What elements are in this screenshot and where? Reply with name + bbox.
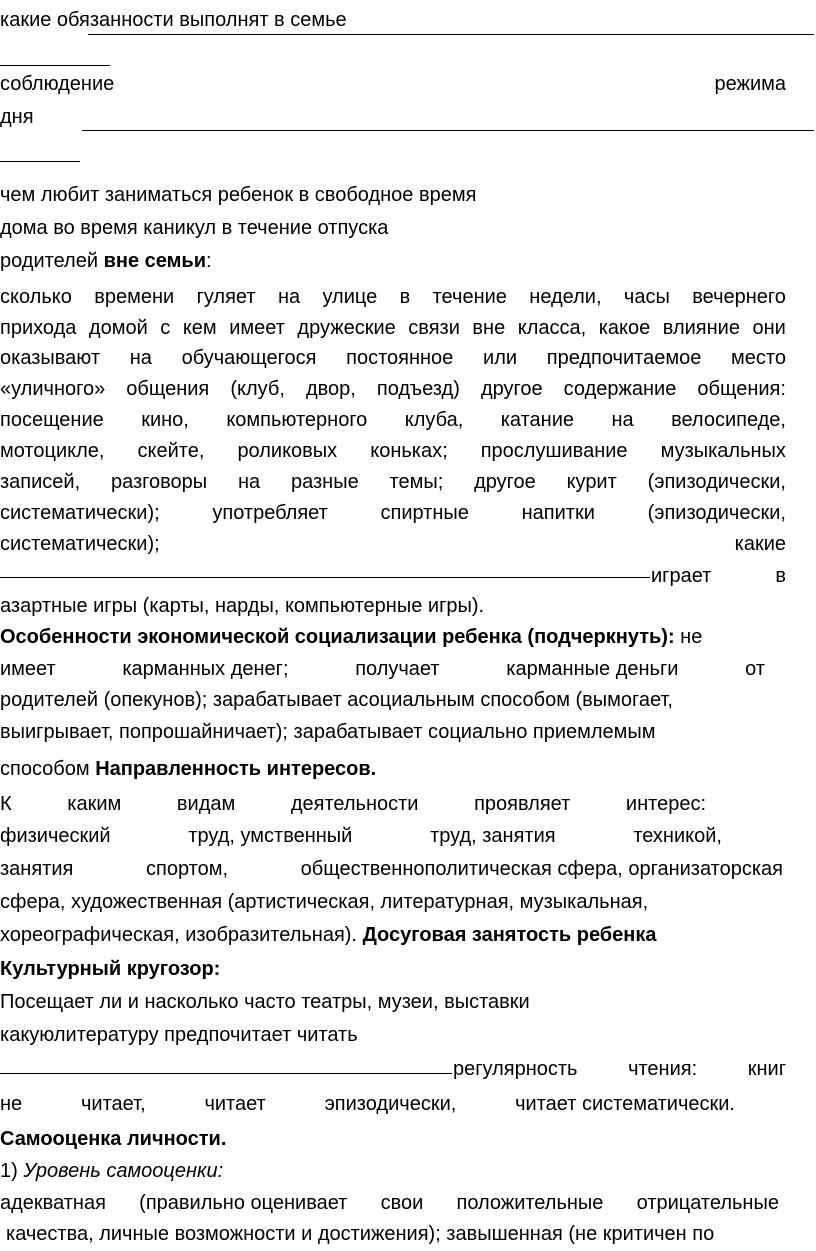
word: общения: bbox=[697, 378, 786, 400]
line-culture-4 bbox=[0, 1090, 735, 1118]
word: постоянное bbox=[346, 347, 454, 369]
word: место bbox=[731, 347, 786, 369]
word: видам bbox=[176, 793, 236, 815]
word: на bbox=[129, 347, 152, 369]
line-culture-3 bbox=[453, 1055, 786, 1083]
paragraph-line bbox=[0, 499, 786, 527]
heading-economic: Особенности экономической социализации ребенка (подчеркнуть): не bbox=[0, 626, 703, 648]
word: разные bbox=[290, 471, 359, 493]
word: читает систематически. bbox=[515, 1093, 735, 1115]
word: записей, bbox=[0, 471, 81, 493]
word: эпизодически, bbox=[324, 1093, 457, 1115]
underline bbox=[0, 577, 650, 578]
line-economic-4: выигрывает, попрошайничает); зарабатывает социально приемлемым bbox=[0, 721, 656, 743]
word: велосипеде, bbox=[671, 409, 786, 431]
word: домой bbox=[88, 317, 148, 339]
word: или bbox=[483, 347, 518, 369]
word: времени bbox=[94, 286, 175, 308]
word: регулярность bbox=[453, 1058, 578, 1080]
word: соблюдение bbox=[0, 73, 115, 95]
word: другое bbox=[480, 378, 543, 400]
word: труд, занятия bbox=[430, 825, 556, 847]
line-day: дня bbox=[0, 106, 34, 128]
word: дружеские bbox=[297, 317, 396, 339]
word: музыкальных bbox=[660, 440, 786, 462]
paragraph-line bbox=[0, 406, 786, 434]
line-outside-family: родителей вне семьи: bbox=[0, 250, 212, 272]
word: улице bbox=[322, 286, 378, 308]
line-holidays: дома во время каникул в течение отпуска bbox=[0, 217, 389, 239]
word: читает bbox=[204, 1093, 266, 1115]
word: систематически); bbox=[0, 502, 160, 524]
line-economic-5: способом Направленность интересов. bbox=[0, 758, 377, 780]
word: сколько bbox=[0, 286, 72, 308]
line-culture-1: Посещает ли и насколько часто театры, музеи, выставки bbox=[0, 991, 530, 1013]
word: чтения: bbox=[628, 1058, 698, 1080]
word: коньках; bbox=[370, 440, 448, 462]
line-interests-1 bbox=[0, 790, 706, 818]
word: имеет bbox=[229, 317, 285, 339]
word: имеет bbox=[0, 658, 56, 680]
word: положительные bbox=[456, 1192, 604, 1214]
word: систематически); bbox=[0, 533, 160, 555]
word: занятия bbox=[0, 858, 74, 880]
word: кино, bbox=[141, 409, 189, 431]
word: общения bbox=[126, 378, 210, 400]
word: другое bbox=[474, 471, 536, 493]
word: клуба, bbox=[404, 409, 464, 431]
word: гуляет bbox=[196, 286, 256, 308]
heading-self-esteem: Самооценка личности. bbox=[0, 1128, 227, 1150]
word: не bbox=[0, 1093, 23, 1115]
word: прослушивание bbox=[480, 440, 628, 462]
paragraph-line bbox=[0, 468, 786, 496]
line-economic-3: родителей (опекунов); зарабатывает асоциальным способом (вымогает, bbox=[0, 689, 673, 711]
word: общественнополитическая сфера, организаторская bbox=[300, 858, 783, 880]
word: на bbox=[237, 471, 261, 493]
line-economic-2 bbox=[0, 655, 765, 683]
word: (правильно оценивает bbox=[139, 1192, 348, 1214]
heading-culture: Культурный кругозор: bbox=[0, 958, 221, 980]
line-interests-5: хореографическая, изобразительная). Досуговая занятость ребенка bbox=[0, 924, 657, 946]
word: на bbox=[611, 409, 634, 431]
word: (клуб, bbox=[230, 378, 285, 400]
word: физический bbox=[0, 825, 111, 847]
line-self-3: качества, личные возможности и достижения); завышенная (не критичен по bbox=[6, 1223, 715, 1245]
paragraph-line bbox=[0, 344, 786, 372]
word: труд, умственный bbox=[188, 825, 353, 847]
word: посещение bbox=[0, 409, 104, 431]
word: с bbox=[160, 317, 171, 339]
word: в bbox=[399, 286, 411, 308]
word: вне bbox=[472, 317, 506, 339]
word: вечернего bbox=[692, 286, 786, 308]
word: свои bbox=[380, 1192, 424, 1214]
word: кем bbox=[182, 317, 217, 339]
word: они bbox=[752, 317, 786, 339]
word: мотоцикле, bbox=[0, 440, 105, 462]
word: двор, bbox=[305, 378, 356, 400]
word: карманные деньги bbox=[506, 658, 679, 680]
word: книг bbox=[747, 1058, 786, 1080]
underline bbox=[0, 65, 110, 66]
word: какие bbox=[734, 533, 786, 555]
word: класса, bbox=[517, 317, 587, 339]
word: компьютерного bbox=[226, 409, 368, 431]
word: напитки bbox=[521, 502, 595, 524]
word: оказывают bbox=[0, 347, 100, 369]
line-gambling-start: играет в bbox=[651, 565, 786, 587]
paragraph-line bbox=[0, 530, 786, 558]
word: получает bbox=[355, 658, 440, 680]
line-gambling: азартные игры (карты, нарды, компьютерные игры). bbox=[0, 595, 485, 617]
word: недели, bbox=[529, 286, 602, 308]
word: скейте, bbox=[137, 440, 205, 462]
word: от bbox=[745, 658, 765, 680]
word: спиртные bbox=[380, 502, 469, 524]
line-regime bbox=[0, 70, 786, 98]
line-self-1: 1) Уровень самооценки: bbox=[0, 1160, 224, 1182]
word: предпочитаемое bbox=[546, 347, 702, 369]
line-self-2 bbox=[0, 1189, 779, 1217]
paragraph-line bbox=[0, 375, 786, 403]
line-interests-2 bbox=[0, 822, 722, 850]
word: отрицательные bbox=[636, 1192, 779, 1214]
word: проявляет bbox=[474, 793, 571, 815]
underline bbox=[82, 130, 814, 131]
word: катание bbox=[500, 409, 575, 431]
word: адекватная bbox=[0, 1192, 106, 1214]
underline bbox=[0, 1073, 452, 1074]
word: какое bbox=[598, 317, 651, 339]
word: курит bbox=[566, 471, 617, 493]
line-culture-2: какуюлитературу предпочитает читать bbox=[0, 1024, 358, 1046]
word: содержание bbox=[563, 378, 677, 400]
word: течение bbox=[432, 286, 507, 308]
paragraph-line bbox=[0, 314, 786, 342]
word: роликовых bbox=[237, 440, 338, 462]
word: карманных денег; bbox=[122, 658, 289, 680]
paragraph-line bbox=[0, 437, 786, 465]
word: употребляет bbox=[212, 502, 328, 524]
word: техникой, bbox=[633, 825, 722, 847]
word: обучающегося bbox=[181, 347, 317, 369]
word: спортом, bbox=[146, 858, 229, 880]
word: на bbox=[277, 286, 301, 308]
word: «уличного» bbox=[0, 378, 106, 400]
line-interests-3 bbox=[0, 855, 783, 883]
word: прихода bbox=[0, 317, 77, 339]
word: каким bbox=[67, 793, 122, 815]
word: связи bbox=[408, 317, 460, 339]
word: влияние bbox=[662, 317, 740, 339]
line-free-time: чем любит заниматься ребенок в свободное время bbox=[0, 184, 477, 206]
word: режима bbox=[714, 73, 786, 95]
word: часы bbox=[623, 286, 670, 308]
word: (эпизодически, bbox=[647, 471, 786, 493]
underline bbox=[88, 34, 814, 35]
word: разговоры bbox=[110, 471, 208, 493]
word: темы; bbox=[389, 471, 444, 493]
word: интерес: bbox=[625, 793, 706, 815]
word: читает, bbox=[81, 1093, 146, 1115]
underline bbox=[0, 161, 80, 162]
line-interests-4: сфера, художественная (артистическая, литературная, музыкальная, bbox=[0, 891, 649, 913]
word: деятельности bbox=[290, 793, 419, 815]
line-duties: какие обязанности выполнят в семье bbox=[0, 9, 347, 31]
word: подъезд) bbox=[376, 378, 460, 400]
word: К bbox=[0, 793, 12, 815]
paragraph-line bbox=[0, 283, 786, 311]
word: (эпизодически, bbox=[647, 502, 786, 524]
